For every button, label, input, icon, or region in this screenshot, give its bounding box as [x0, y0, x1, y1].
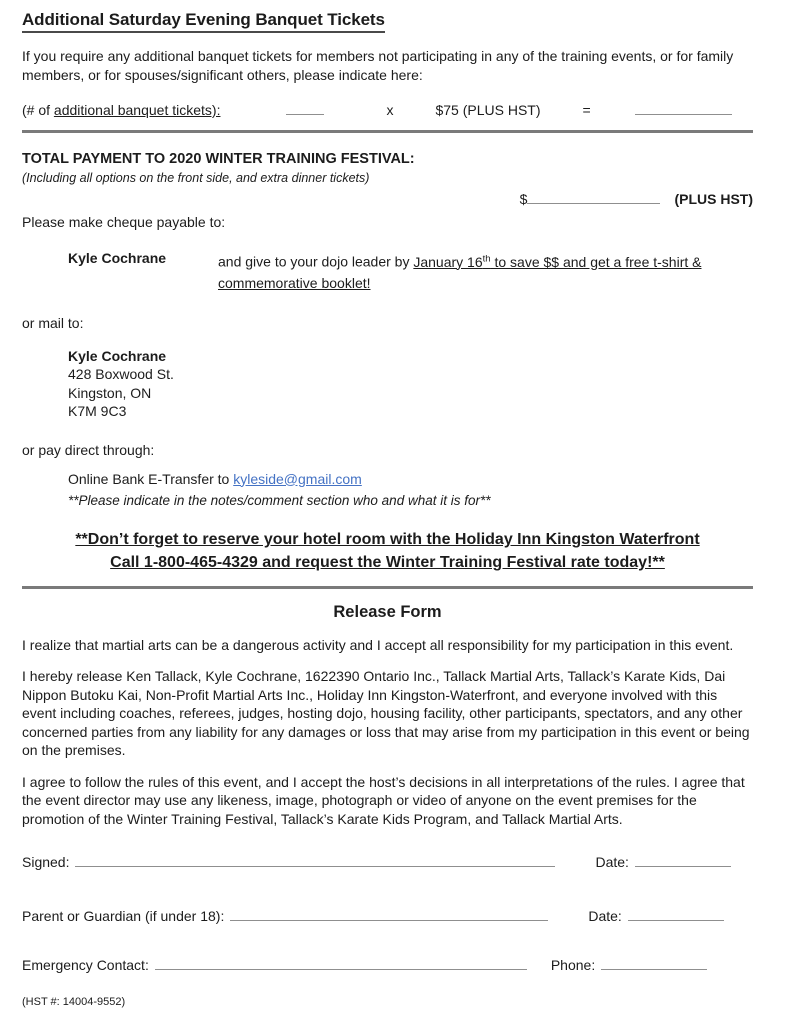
signature-line — [75, 854, 555, 867]
deadline-rest: to save $$ and get a free t-shirt & commemorative booklet! — [218, 253, 702, 291]
banquet-heading: Additional Saturday Evening Banquet Tickets — [22, 10, 385, 33]
date-label: Date: — [595, 854, 629, 871]
emergency-contact-label: Emergency Contact: — [22, 957, 149, 974]
mailing-address — [68, 347, 753, 421]
equals-sign: = — [582, 102, 591, 118]
currency-symbol: $ — [519, 191, 528, 207]
hotel-notice-line1: **Don’t forget to reserve your hotel room with the Holiday Inn Kingston Waterfront — [75, 530, 700, 548]
total-payment-subnote: (Including all options on the front side, and extra dinner tickets) — [22, 171, 370, 185]
multiply-sign: x — [386, 102, 394, 118]
etransfer-note: **Please indicate in the notes/comment section who and what it is for** — [68, 492, 491, 508]
deadline-prefix: and give to your dojo leader by — [218, 253, 414, 270]
email-link[interactable]: kyleside@gmail.com — [233, 470, 362, 487]
payee-name: Kyle Cochrane — [68, 250, 167, 266]
banquet-intro: If you require any additional banquet tickets for members not participating in any of the training events, or for family members, or for spouses/significant others, please indicate here: — [22, 48, 734, 83]
address-city: Kingston, ON — [68, 384, 152, 401]
cheque-payable-intro: Please make cheque payable to: — [22, 214, 226, 230]
emergency-contact-line — [155, 957, 527, 970]
banquet-section — [22, 10, 753, 118]
release-form-title: Release Form — [333, 602, 442, 621]
parent-signature-line — [230, 908, 548, 921]
ordinal-suffix: th — [482, 253, 491, 264]
direct-pay-intro: or pay direct through: — [22, 441, 155, 458]
etransfer-prefix: Online Bank E-Transfer to — [68, 470, 234, 487]
hst-number: (HST #: 14004-9552) — [22, 996, 126, 1009]
date-line — [635, 854, 731, 867]
address-street: 428 Boxwood St. — [68, 366, 174, 383]
release-para-2: I hereby release Ken Tallack, Kyle Cochrane, 1622390 Ontario Inc., Tallack Martial Arts, Tallack’s Karate Kids, Dai Nippon Butoku Kai, Non-Profit Martial Arts Inc., Holiday Inn Kingston-Waterfront, and everyone involved with this event including coaches, referees, judges, hosting dojo, housing facility, other participants, spectators, and any other concerned parties from any liability for any damages or loss that may arise from my participation in this event or being on the premises. — [22, 668, 750, 759]
mail-intro: or mail to: — [22, 314, 84, 331]
release-para-1: I realize that martial arts can be a dangerous activity and I accept all responsibility for my participation in this event. — [22, 636, 734, 653]
banquet-qty-row — [22, 102, 753, 118]
signed-row — [22, 854, 753, 870]
banquet-unit-price: $75 (PLUS HST) — [435, 102, 541, 118]
total-amount-blank-field — [527, 191, 660, 204]
release-form-section — [22, 602, 753, 1010]
deadline-date: January 16 — [413, 253, 483, 270]
parent-date-label: Date: — [588, 908, 622, 925]
emergency-contact-row — [22, 957, 753, 973]
hotel-notice — [22, 528, 753, 574]
banquet-qty-label: (# of additional banquet tickets): — [22, 102, 221, 118]
total-amount-row — [22, 189, 753, 209]
section-divider-top — [22, 130, 753, 133]
deadline-instruction — [218, 248, 753, 294]
etransfer-line — [68, 470, 753, 489]
address-postal: K7M 9C3 — [68, 403, 127, 420]
signed-label: Signed: — [22, 854, 70, 871]
release-para-3: I agree to follow the rules of this event, and I accept the host’s decisions in all interpretations of the rules. I agree that the event director may use any likeness, image, photograph or video of anyone on the event premises for the promotion of the Winter Training Festival, Tallack’s Karate Kids Program, and Tallack Martial Arts. — [22, 773, 745, 827]
hotel-notice-line2: Call 1-800-465-4329 and request the Winter Training Festival rate today!** — [110, 553, 665, 571]
parent-guardian-row — [22, 908, 753, 924]
section-divider-release — [22, 586, 753, 589]
phone-line — [601, 957, 707, 970]
plus-hst-label: (PLUS HST) — [674, 191, 753, 207]
payment-section — [22, 150, 753, 574]
banquet-qty-blank-field — [286, 102, 324, 115]
banquet-total-blank-field — [635, 102, 732, 115]
total-payment-heading: TOTAL PAYMENT TO 2020 WINTER TRAINING FESTIVAL: — [22, 151, 415, 167]
phone-label: Phone: — [550, 957, 596, 974]
parent-date-line — [628, 908, 724, 921]
address-name: Kyle Cochrane — [68, 347, 167, 364]
parent-guardian-label: Parent or Guardian (if under 18): — [22, 908, 225, 925]
payee-row — [68, 248, 753, 294]
